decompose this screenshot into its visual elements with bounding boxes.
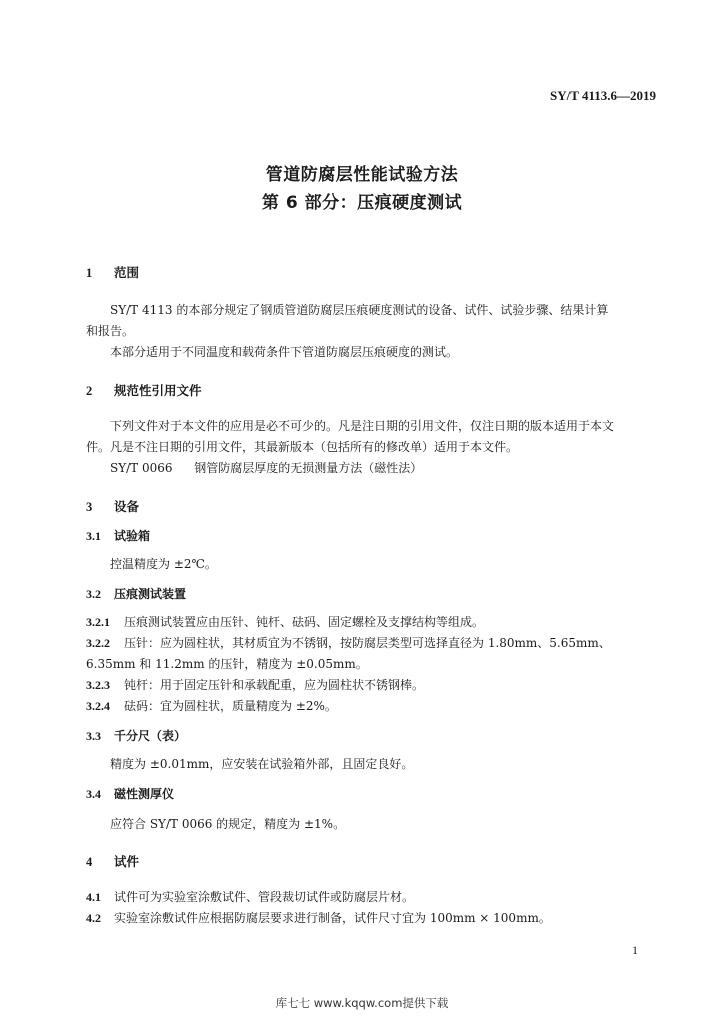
clause-number: 3.2.3 (86, 678, 110, 692)
section-3-2-heading (86, 584, 658, 605)
section-2-paragraph-1 (86, 416, 658, 458)
section-number: 3.1 (86, 529, 101, 543)
normative-reference (86, 458, 658, 479)
clause-4-1 (86, 887, 658, 908)
section-title: 试验箱 (114, 529, 151, 543)
section-number: 3 (86, 500, 93, 514)
reference-title: 钢管防腐层厚度的无损测量方法（磁性法） (194, 461, 423, 475)
clause-number: 4.2 (86, 911, 101, 925)
section-title: 磁性测厚仪 (114, 787, 175, 801)
section-1-paragraph-1 (86, 300, 658, 342)
section-number: 4 (86, 855, 93, 869)
clause-3-2-3 (86, 675, 658, 696)
section-title: 千分尺（表） (114, 729, 187, 743)
section-3-4-heading (86, 784, 658, 805)
page-number: 1 (632, 943, 638, 957)
clause-4-2 (86, 908, 658, 929)
section-3-3-text: 精度为 ±0.01mm，应安装在试验箱外部，且固定良好。 (110, 757, 414, 771)
paragraph-line: 本部分适用于不同温度和载荷条件下管道防腐层压痕硬度的测试。 (110, 345, 459, 359)
section-title: 规范性引用文件 (114, 383, 202, 398)
clause-3-2-1 (86, 612, 658, 633)
paragraph-line: SY/T 4113 的本部分规定了钢质管道防腐层压痕硬度测试的设备、试件、试验步骤、结果计算 (110, 303, 609, 317)
clause-text: 压痕测试装置应由压针、钝杆、砝码、固定螺栓及支撑结构等组成。 (124, 615, 485, 629)
document-subtitle: 第 6 部分：压痕硬度测试 (261, 193, 463, 213)
section-1-paragraph-2 (86, 342, 658, 363)
clause-number: 3.2.2 (86, 636, 110, 650)
section-title: 压痕测试装置 (114, 587, 187, 601)
clause-number: 3.2.1 (86, 615, 110, 629)
paragraph-line: 下列文件对于本文件的应用是必不可少的。凡是注日期的引用文件，仅注日期的版本适用于本文 (110, 419, 615, 433)
paragraph-line: 和报告。 (86, 324, 135, 338)
section-3-4-text: 应符合 SY/T 0066 的规定，精度为 ±1%。 (110, 817, 346, 831)
section-number: 3.4 (86, 787, 101, 801)
section-1-heading (86, 262, 658, 284)
reference-code: SY/T 0066 (110, 461, 173, 475)
section-title: 范围 (114, 265, 140, 280)
section-number: 1 (86, 266, 93, 280)
section-number: 3.2 (86, 587, 101, 601)
clause-3-2-4 (86, 696, 658, 717)
section-3-3-heading (86, 726, 658, 747)
clause-number: 4.1 (86, 890, 101, 904)
section-title: 试件 (114, 854, 140, 869)
section-number: 3.3 (86, 729, 101, 743)
clause-text-continued: 6.35mm 和 11.2mm 的压针，精度为 ±0.05mm。 (86, 657, 368, 671)
standard-code: SY/T 4113.6—2019 (550, 88, 656, 103)
section-4-heading (86, 851, 658, 873)
section-number: 2 (86, 384, 93, 398)
section-3-1-heading (86, 526, 658, 547)
clause-number: 3.2.4 (86, 699, 110, 713)
clause-text: 压针：应为圆柱状，其材质宜为不锈钢，按防腐层类型可选择直径为 1.80mm、5.65mm、 (124, 636, 611, 650)
section-3-1-text: 控温精度为 ±2℃。 (110, 557, 217, 571)
document-title: 管道防腐层性能试验方法 (265, 165, 459, 185)
section-2-heading (86, 380, 658, 402)
clause-text: 钝杆：用于固定压针和承载配重，应为圆柱状不锈钢棒。 (124, 678, 425, 692)
section-title: 设备 (114, 499, 140, 514)
paragraph-line: 件。凡是不注日期的引用文件，其最新版本（包括所有的修改单）适用于本文件。 (86, 440, 519, 454)
section-3-heading (86, 496, 658, 518)
download-watermark: 库七七 www.kqqw.com提供下载 (275, 996, 449, 1010)
clause-text: 实验室涂敷试件应根据防腐层要求进行制备，试件尺寸宜为 100mm × 100mm。 (114, 911, 551, 925)
clause-text: 试件可为实验室涂敷试件、管段裁切试件或防腐层片材。 (114, 890, 415, 904)
clause-text: 砝码：宜为圆柱状，质量精度为 ±2%。 (124, 699, 337, 713)
clause-3-2-2 (86, 633, 658, 675)
